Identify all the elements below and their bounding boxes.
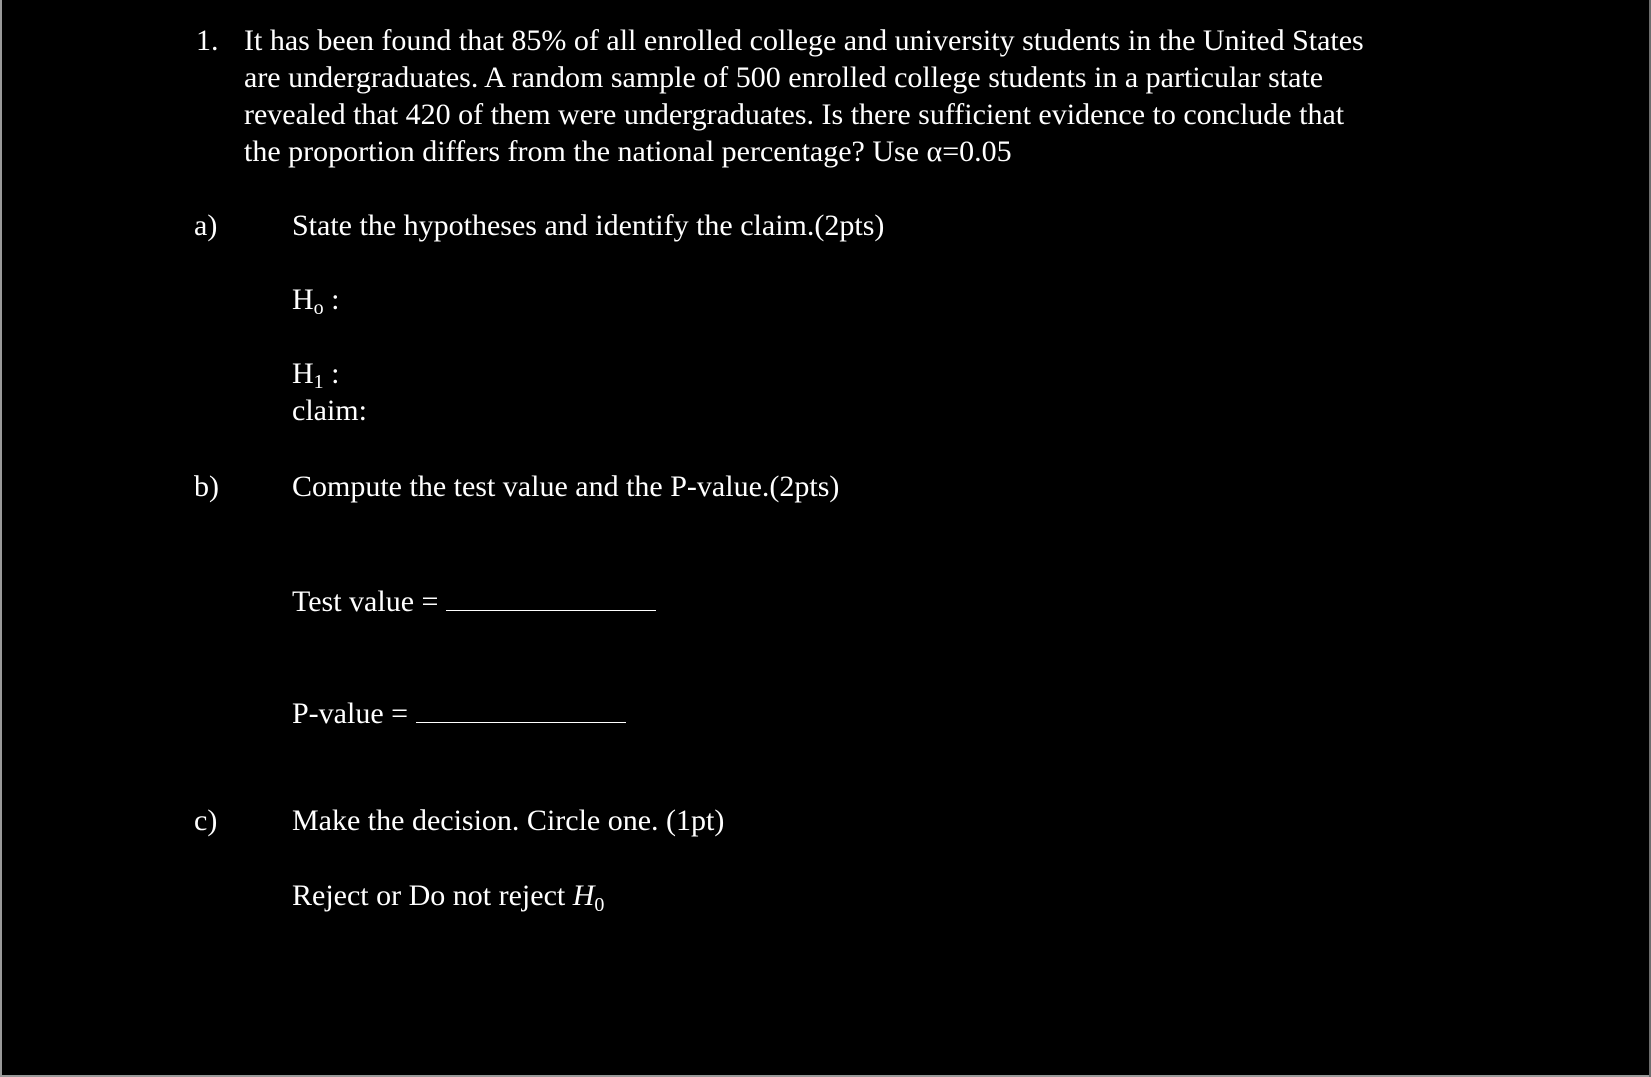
decision-text: Reject or Do not reject [292,879,573,912]
decision-h-subscript: 0 [594,894,605,916]
p-value-row [292,692,626,733]
h1-letter: H [292,357,314,390]
part-a-marker: a) [194,209,218,242]
part-a-prompt: State the hypotheses and identify the claim.(2pts) [292,209,885,242]
test-value-row [292,580,656,621]
question-number: 1. [196,24,219,57]
part-c-marker: c) [194,804,218,837]
h0-letter: H [292,283,314,316]
question-line-4: the proportion differs from the national percentage? Use α=0.05 [244,135,1012,168]
part-c-prompt: Make the decision. Circle one. (1pt) [292,804,725,837]
test-value-blank[interactable] [446,580,656,611]
claim-label: claim: [292,394,367,427]
test-value-label: Test value = [292,585,439,618]
h1-subscript: 1 [313,371,324,393]
decision-options [292,878,604,924]
part-b-marker: b) [194,470,219,503]
question-line-3: revealed that 420 of them were undergraduates. Is there sufficient evidence to conclude that [244,98,1345,131]
decision-h: H [572,879,595,912]
h0-colon: : [323,283,340,316]
part-b-prompt: Compute the test value and the P-value.(2pts) [292,470,840,503]
h1-colon: : [323,357,340,390]
h0-subscript: o [313,297,324,319]
question-line-1: It has been found that 85% of all enrolled college and university students in the United States [244,24,1364,57]
question-line-2: are undergraduates. A random sample of 500 enrolled college students in a particular state [244,61,1324,94]
null-hypothesis-label [292,282,340,327]
p-value-blank[interactable] [416,692,626,723]
p-value-label: P-value = [292,697,409,730]
